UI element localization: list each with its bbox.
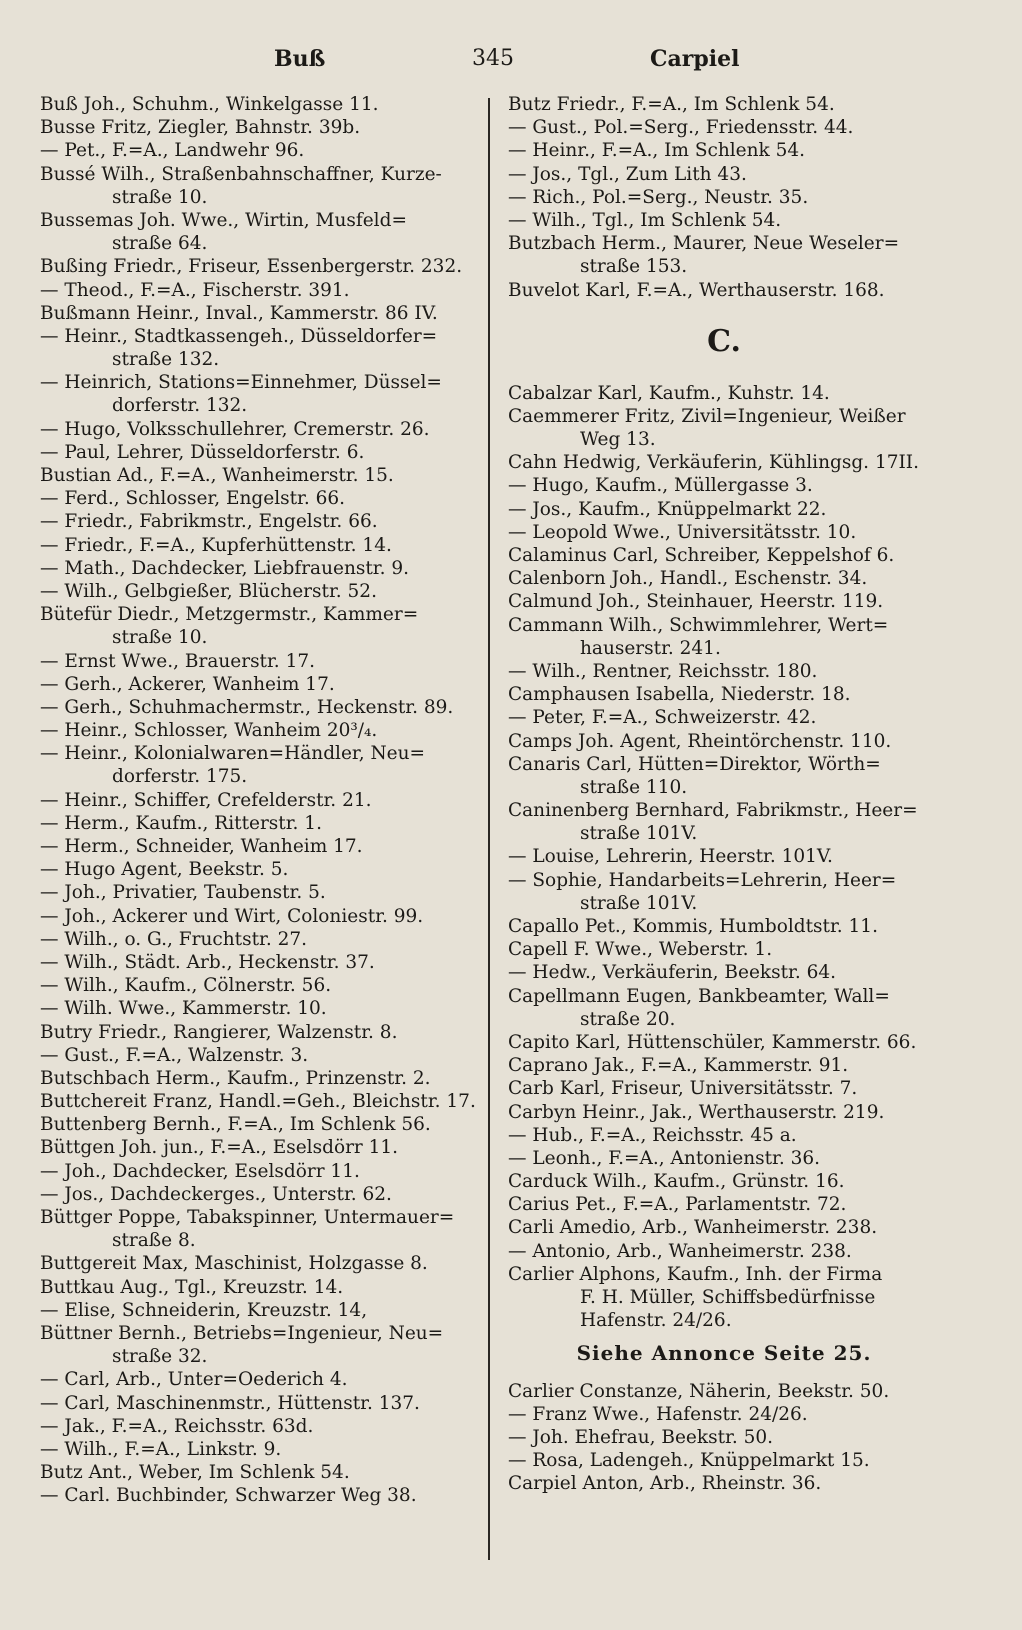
directory-entry-line: — Gust., F.=A., Walzenstr. 3. <box>40 1044 309 1066</box>
directory-entry-line: Buttenberg Bernh., F.=A., Im Schlenk 56. <box>40 1114 431 1136</box>
directory-entry-line: Caemmerer Fritz, Zivil=Ingenieur, Weißer <box>508 405 906 427</box>
directory-entry-line: — Wilh., F.=A., Linkstr. 9. <box>40 1438 282 1460</box>
entry-continuation-line: straße 10. <box>112 627 208 649</box>
entry-continuation-line: straße 153. <box>580 256 688 278</box>
directory-entry-line: — Jos., Tgl., Zum Lith 43. <box>508 163 747 185</box>
directory-entry-line: Carlier Constanze, Näherin, Beekstr. 50. <box>508 1380 890 1402</box>
directory-entry-line: — Wilh., o. G., Fruchtstr. 27. <box>40 928 308 950</box>
right-column-bottom-entries <box>508 1380 940 1496</box>
directory-entry-line: Carli Amedio, Arb., Wanheimerstr. 238. <box>508 1217 878 1239</box>
directory-entry-line: — Hugo, Volksschullehrer, Cremerstr. 26. <box>40 418 430 440</box>
directory-entry-line: Calaminus Carl, Schreiber, Keppelshof 6. <box>508 545 895 566</box>
entry-continuation-line: straße 110. <box>580 776 688 798</box>
entry-continuation-line: dorferstr. 132. <box>112 395 248 417</box>
directory-entry-line: — Heinr., Schlosser, Wanheim 20³/₄. <box>40 720 378 742</box>
directory-entry-line: Butzbach Herm., Maurer, Neue Weseler= <box>508 233 900 255</box>
directory-entry-line: Carlier Alphons, Kaufm., Inh. der Firma <box>508 1263 883 1285</box>
directory-entry-line: — Joh., Dachdecker, Eselsdörr 11. <box>40 1160 360 1182</box>
directory-entry-line: Buvelot Karl, F.=A., Werthauserstr. 168. <box>508 279 885 301</box>
entry-continuation-line: hauserstr. 241. <box>580 637 721 659</box>
directory-entry-line: — Sophie, Handarbeits=Lehrerin, Heer= <box>508 869 897 891</box>
directory-entry-line: Bussemas Joh. Wwe., Wirtin, Musfeld= <box>40 209 407 231</box>
directory-entry-line: — Carl, Arb., Unter=Oederich 4. <box>40 1369 348 1391</box>
directory-entry-line: — Gerh., Ackerer, Wanheim 17. <box>40 673 335 695</box>
directory-entry-line: — Wilh. Wwe., Kammerstr. 10. <box>40 998 327 1020</box>
directory-entry-line: Camphausen Isabella, Niederstr. 18. <box>508 684 851 706</box>
entry-continuation-line: straße 101V. <box>580 823 698 845</box>
directory-entry-line: — Hub., F.=A., Reichsstr. 45 a. <box>508 1124 797 1146</box>
entry-continuation-line: straße 10. <box>112 186 208 208</box>
directory-entry-line: Cammann Wilh., Schwimmlehrer, Wert= <box>508 614 889 636</box>
directory-entry-line: — Leopold Wwe., Universitätsstr. 10. <box>508 521 857 543</box>
entry-continuation-line: Hafenstr. 24/26. <box>580 1310 732 1332</box>
directory-entry-line: — Friedr., Fabrikmstr., Engelstr. 66. <box>40 511 378 533</box>
directory-entry-line: — Heinr., F.=A., Im Schlenk 54. <box>508 140 806 162</box>
directory-entry-line: Büttgen Joh. jun., F.=A., Eselsdörr 11. <box>40 1137 399 1159</box>
directory-entry-line: — Pet., F.=A., Landwehr 96. <box>40 140 305 162</box>
directory-entry-line: — Heinr., Schiffer, Crefelderstr. 21. <box>40 789 372 811</box>
directory-entry-line: — Jak., F.=A., Reichsstr. 63d. <box>40 1415 314 1437</box>
directory-entry-line: Camps Joh. Agent, Rheintörchenstr. 110. <box>508 730 892 752</box>
directory-entry-line: Bußmann Heinr., Inval., Kammerstr. 86 IV. <box>40 302 438 324</box>
column-divider <box>488 98 490 1560</box>
directory-entry-line: Carpiel Anton, Arb., Rheinstr. 36. <box>508 1473 822 1495</box>
directory-entry-line: Cabalzar Karl, Kaufm., Kuhstr. 14. <box>508 382 830 404</box>
section-letter: C. <box>707 323 741 359</box>
directory-entry-line: — Paul, Lehrer, Düsseldorferstr. 6. <box>40 441 365 463</box>
directory-entry-line: Carius Pet., F.=A., Parlamentstr. 72. <box>508 1194 847 1216</box>
directory-entry-line: — Heinr., Stadtkassengeh., Düsseldorfer= <box>40 325 438 347</box>
directory-entry-line: — Louise, Lehrerin, Heerstr. 101V. <box>508 846 833 868</box>
directory-entry-line: — Heinr., Kolonialwaren=Händler, Neu= <box>40 743 426 765</box>
directory-entry-line: — Carl. Buchbinder, Schwarzer Weg 38. <box>40 1485 417 1507</box>
directory-entry-line: Büttner Bernh., Betriebs=Ingenieur, Neu= <box>40 1322 444 1344</box>
directory-entry-line: Carbyn Heinr., Jak., Werthauserstr. 219. <box>508 1101 885 1123</box>
directory-entry-line: Calmund Joh., Steinhauer, Heerstr. 119. <box>508 591 884 613</box>
directory-entry-line: — Hedw., Verkäuferin, Beekstr. 64. <box>508 962 837 984</box>
directory-entry-line: Cahn Hedwig, Verkäuferin, Kühlingsg. 17II. <box>508 452 919 474</box>
directory-entry-line: Carb Karl, Friseur, Universitätsstr. 7. <box>508 1078 858 1100</box>
directory-entry-line: — Rosa, Ladengeh., Knüppelmarkt 15. <box>508 1450 870 1472</box>
page-header <box>40 46 940 78</box>
directory-entry-line: Bustian Ad., F.=A., Wanheimerstr. 15. <box>40 465 394 486</box>
directory-entry-line: — Gerh., Schuhmachermstr., Heckenstr. 89. <box>40 696 454 718</box>
header-left-keyword: Buß <box>274 46 326 72</box>
entry-continuation-line: straße 20. <box>580 1008 676 1030</box>
directory-entry-line: Büttger Poppe, Tabakspinner, Untermauer= <box>40 1207 455 1228</box>
directory-entry-line: — Herm., Kaufm., Ritterstr. 1. <box>40 812 322 834</box>
left-column <box>40 93 476 1507</box>
directory-entry-line: — Antonio, Arb., Wanheimerstr. 238. <box>508 1240 852 1262</box>
header-right-keyword: Carpiel <box>650 46 740 72</box>
directory-entry-line: — Theod., F.=A., Fischerstr. 391. <box>40 279 350 301</box>
directory-entry-line: Butry Friedr., Rangierer, Walzenstr. 8. <box>40 1021 398 1043</box>
directory-entry-line: — Joh. Ehefrau, Beekstr. 50. <box>508 1426 773 1448</box>
directory-entry-line: — Friedr., F.=A., Kupferhüttenstr. 14. <box>40 534 392 556</box>
directory-entry-line: Capito Karl, Hüttenschüler, Kammerstr. 66. <box>508 1031 917 1053</box>
directory-entry-line: — Franz Wwe., Hafenstr. 24/26. <box>508 1403 808 1425</box>
directory-entry-line: Buß Joh., Schuhm., Winkelgasse 11. <box>40 94 379 115</box>
entry-continuation-line: F. H. Müller, Schiffsbedürfnisse <box>580 1287 876 1308</box>
directory-entry-line: Bütefür Diedr., Metzgermstr., Kammer= <box>40 604 419 626</box>
directory-entry-line: Butschbach Herm., Kaufm., Prinzenstr. 2. <box>40 1067 431 1089</box>
directory-entry-line: Canaris Carl, Hütten=Direktor, Wörth= <box>508 753 881 775</box>
directory-entry-line: Calenborn Joh., Handl., Eschenstr. 34. <box>508 568 868 590</box>
directory-entry-line: — Jos., Dachdeckerges., Unterstr. 62. <box>40 1183 392 1205</box>
directory-entry-line: Buttchereit Franz, Handl.=Geh., Bleichstr. 17. <box>40 1091 476 1113</box>
directory-entry-line: — Jos., Kaufm., Knüppelmarkt 22. <box>508 498 827 520</box>
directory-entry-line: — Hugo, Kaufm., Müllergasse 3. <box>508 475 813 497</box>
advertisement-notice: Siehe Annonce Seite 25. <box>576 1341 872 1366</box>
directory-entry-line: Capallo Pet., Kommis, Humboldtstr. 11. <box>508 916 878 937</box>
directory-entry-line: — Math., Dachdecker, Liebfrauenstr. 9. <box>40 557 410 579</box>
right-column <box>508 93 940 1496</box>
entry-continuation-line: straße 8. <box>112 1230 196 1252</box>
directory-entry-line: — Wilh., Städt. Arb., Heckenstr. 37. <box>40 951 375 973</box>
entry-continuation-line: dorferstr. 175. <box>112 766 248 788</box>
directory-entry-line: — Elise, Schneiderin, Kreuzstr. 14, <box>40 1299 368 1321</box>
directory-entry-line: — Rich., Pol.=Serg., Neustr. 35. <box>508 186 809 208</box>
directory-entry-line: — Leonh., F.=A., Antonienstr. 36. <box>508 1147 821 1169</box>
entry-continuation-line: straße 132. <box>112 349 220 371</box>
directory-entry-line: — Heinrich, Stations=Einnehmer, Düssel= <box>40 372 442 394</box>
directory-entry-line: — Wilh., Tgl., Im Schlenk 54. <box>508 209 782 231</box>
directory-entry-line: — Herm., Schneider, Wanheim 17. <box>40 836 363 857</box>
directory-entry-line: Bussé Wilh., Straßenbahnschaffner, Kurze- <box>40 163 442 185</box>
directory-entry-line: Buttgereit Max, Maschinist, Holzgasse 8. <box>40 1253 428 1275</box>
directory-entry-line: — Gust., Pol.=Serg., Friedensstr. 44. <box>508 117 854 139</box>
directory-entry-line: — Carl, Maschinenmstr., Hüttenstr. 137. <box>40 1392 420 1414</box>
directory-entry-line: — Wilh., Rentner, Reichsstr. 180. <box>508 660 818 682</box>
right-column-top-entries <box>508 93 940 302</box>
directory-entry-line: Butz Ant., Weber, Im Schlenk 54. <box>40 1462 350 1484</box>
directory-entry-line: — Ernst Wwe., Brauerstr. 17. <box>40 650 315 672</box>
directory-entry-line: — Peter, F.=A., Schweizerstr. 42. <box>508 707 817 729</box>
entry-continuation-line: Weg 13. <box>580 429 656 451</box>
directory-entry-line: Capell F. Wwe., Weberstr. 1. <box>508 939 773 961</box>
directory-entry-line: — Wilh., Kaufm., Cölnerstr. 56. <box>40 975 332 997</box>
directory-entry-line: Buttkau Aug., Tgl., Kreuzstr. 14. <box>40 1276 344 1298</box>
directory-entry-line: — Joh., Privatier, Taubenstr. 5. <box>40 882 326 904</box>
entry-continuation-line: straße 64. <box>112 233 208 255</box>
directory-entry-line: Caninenberg Bernhard, Fabrikmstr., Heer= <box>508 800 918 822</box>
directory-entry-line: Capellmann Eugen, Bankbeamter, Wall= <box>508 985 890 1007</box>
right-column-mid-entries <box>508 382 940 1333</box>
page-number: 345 <box>472 46 514 71</box>
directory-entry-line: Busse Fritz, Ziegler, Bahnstr. 39b. <box>40 117 361 139</box>
directory-entry-line: — Wilh., Gelbgießer, Blücherstr. 52. <box>40 580 377 602</box>
directory-entry-line: — Joh., Ackerer und Wirt, Coloniestr. 99. <box>40 905 424 927</box>
directory-entry-line: — Ferd., Schlosser, Engelstr. 66. <box>40 488 346 510</box>
directory-entry-line: Caprano Jak., F.=A., Kammerstr. 91. <box>508 1055 849 1077</box>
directory-entry-line: Bußing Friedr., Friseur, Essenbergerstr. 232. <box>40 256 463 278</box>
directory-entry-line: Carduck Wilh., Kaufm., Grünstr. 16. <box>508 1171 845 1193</box>
directory-entry-line: Butz Friedr., F.=A., Im Schlenk 54. <box>508 94 835 115</box>
entry-continuation-line: straße 101V. <box>580 892 698 914</box>
directory-entry-line: — Hugo Agent, Beekstr. 5. <box>40 859 289 881</box>
entry-continuation-line: straße 32. <box>112 1346 208 1368</box>
